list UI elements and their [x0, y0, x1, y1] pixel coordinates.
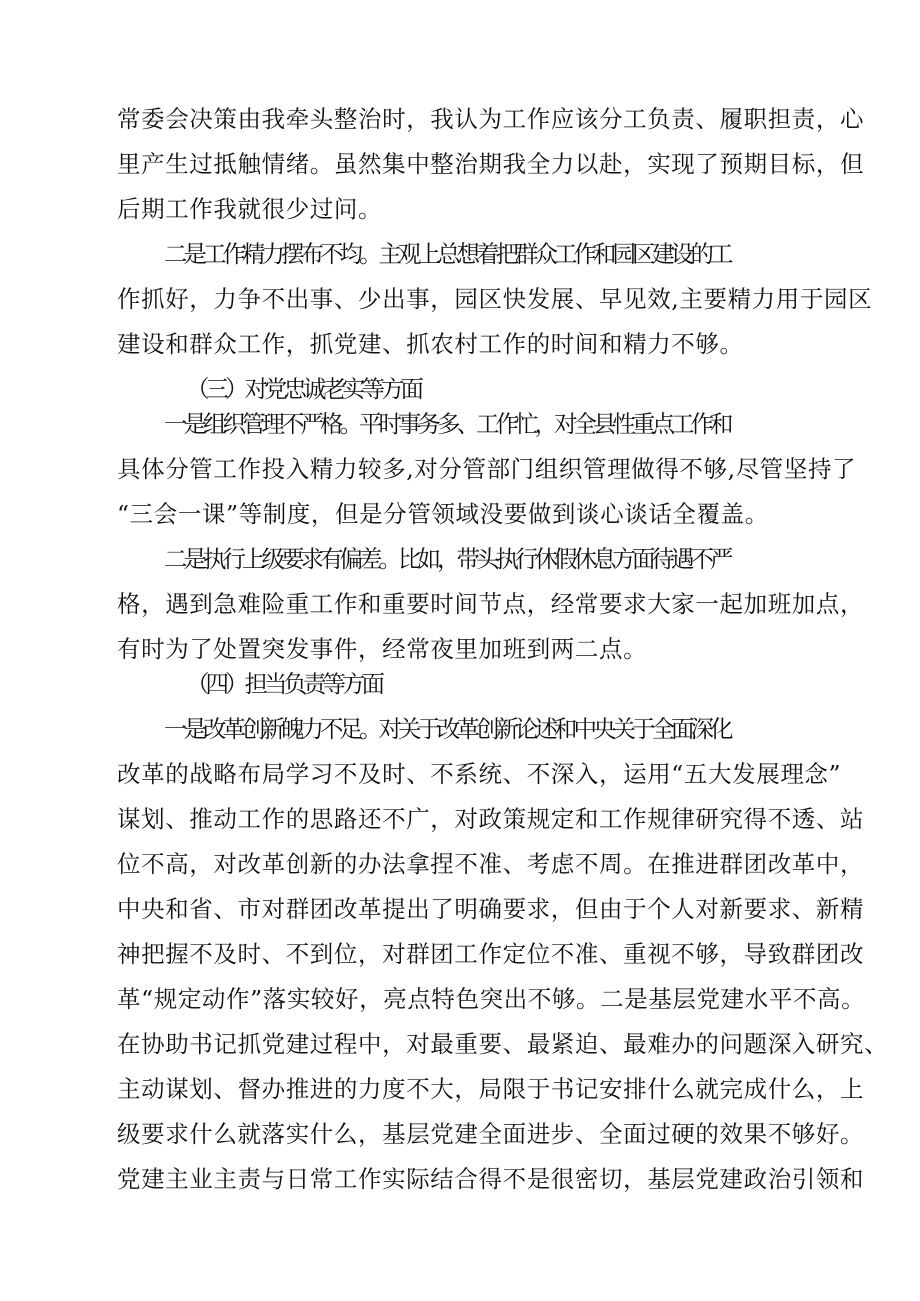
body-line: 神把握不及时、不到位，对群团工作定位不准、重视不够，导致群团改 [117, 940, 865, 968]
body-line: 在协助书记抓党建过程中，对最重要、最紧迫、最难办的问题深入研究、 [117, 1030, 889, 1058]
body-line: “三会一课”等制度，但是分管领域没要做到谈心谈话全覆盖。 [117, 500, 769, 528]
section-heading: （三）对党忠诚老实等方面 [186, 375, 420, 403]
paragraph-first-line: 一是改革创新魄力不足。对关于改革创新论述和中央关于全面深化 [164, 715, 730, 743]
body-line: 常委会决策由我牵头整治时，我认为工作应该分工负责、履职担责，心 [117, 105, 865, 133]
body-line: 中央和省、市对群团改革提出了明确要求，但由于个人对新要求、新精 [117, 895, 865, 923]
paragraph-first-line: 二是执行上级要求有偏差。比如，带头执行休假休息方面待遇不严 [164, 545, 730, 573]
body-line: 有时为了处置突发事件，经常夜里加班到两二点。 [117, 635, 648, 663]
body-line: 革“规定动作”落实较好，亮点特色突出不够。二是基层党建水平不高。 [117, 985, 866, 1013]
body-line: 具体分管工作投入精力较多,对分管部门组织管理做得不够,尽管坚持了 [117, 455, 857, 483]
body-line: 作抓好，力争不出事、少出事，园区快发展、早见效,主要精力用于园区 [117, 285, 873, 313]
body-line: 级要求什么就落实什么，基层党建全面进步、全面过硬的效果不够好。 [117, 1120, 865, 1148]
body-line: 改革的战略布局学习不及时、不系统、不深入，运用“五大发展理念” [117, 760, 842, 788]
body-line: 建设和群众工作，抓党建、抓农村工作的时间和精力不够。 [117, 330, 744, 358]
body-line: 党建主业主责与日常工作实际结合得不是很密切，基层党建政治引领和 [117, 1165, 865, 1193]
paragraph-first-line: 二是工作精力摆布不均。主观上总想着把群众工作和园区建设的工 [164, 240, 730, 268]
body-line: 里产生过抵触情绪。虽然集中整治期我全力以赴，实现了预期目标，但 [117, 150, 865, 178]
paragraph-first-line: 一是组织管理不严格。平时事务多、工作忙，对全县性重点工作和 [164, 410, 730, 438]
body-line: 格，遇到急难险重工作和重要时间节点，经常要求大家一起加班加点， [117, 590, 865, 618]
body-line: 后期工作我就很少过问。 [117, 195, 383, 223]
body-line: 谋划、推动工作的思路还不广，对政策规定和工作规律研究得不透、站 [117, 805, 865, 833]
body-line: 位不高，对改革创新的办法拿捏不准、考虑不周。在推进群团改革中， [117, 850, 865, 878]
section-heading: （四）担当负责等方面 [186, 670, 381, 698]
body-line: 主动谋划、督办推进的力度不大，局限于书记安排什么就完成什么，上 [117, 1075, 865, 1103]
